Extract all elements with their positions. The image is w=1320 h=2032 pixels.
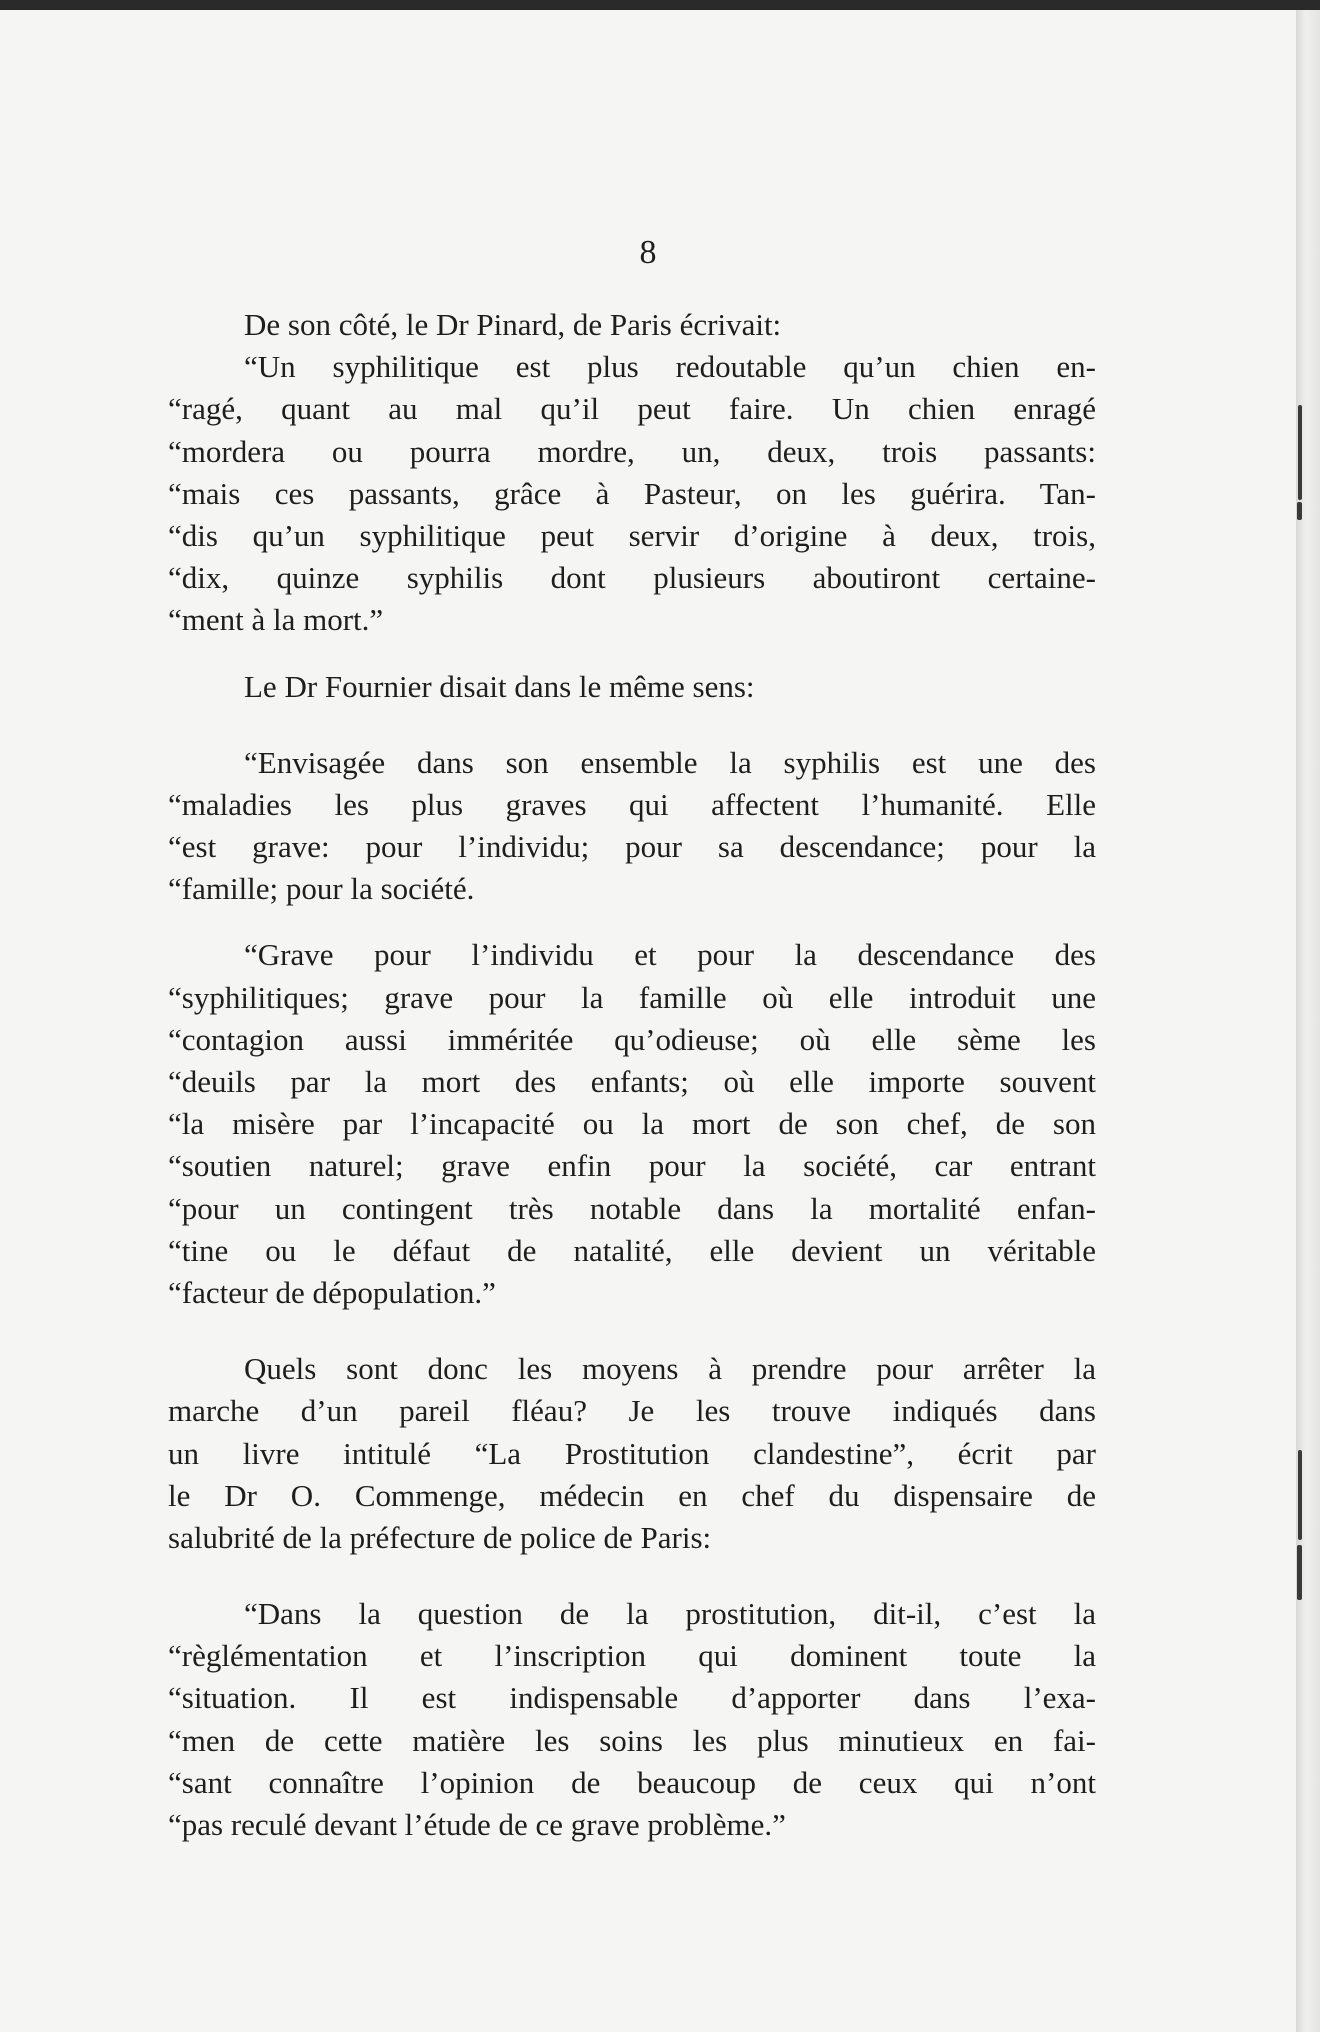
- paragraph: [168, 742, 1096, 911]
- page-number: 8: [639, 234, 657, 271]
- paragraph: [168, 304, 1096, 346]
- text-line: “ment à la mort.”: [168, 602, 384, 638]
- paragraph: [168, 346, 1096, 641]
- text-line: “famille; pour la société.: [168, 871, 475, 907]
- text-line: “est grave: pour l’individu; pour sa descendance; pour la: [168, 829, 1096, 865]
- edge-mark: [1297, 502, 1302, 520]
- text-line: “deuils par la mort des enfants; où elle importe souvent: [168, 1064, 1096, 1099]
- edge-mark: [1298, 405, 1302, 500]
- text-line: “Envisagée dans son ensemble la syphilis est une des: [244, 744, 1096, 780]
- paragraph: [168, 934, 1096, 1314]
- text-line: “tine ou le défaut de natalité, elle devient un véritable: [168, 1232, 1096, 1268]
- text-line: “facteur de dépopulation.”: [168, 1274, 496, 1310]
- text-line: “pas reculé devant l’étude de ce grave problème.”: [168, 1807, 786, 1842]
- text-line: “situation. Il est indispensable d’apporter dans l’exa-: [168, 1680, 1096, 1716]
- text-line: “dis qu’un syphilitique peut servir d’origine à deux, trois,: [168, 517, 1096, 553]
- page-body: [168, 304, 1096, 1846]
- page-edge: [1296, 10, 1320, 2032]
- text-line: “maladies les plus graves qui affectent l’humanité. Elle: [168, 786, 1096, 822]
- text-line: “dix, quinze syphilis dont plusieurs aboutiront certaine-: [168, 560, 1096, 596]
- text-line: “men de cette matière les soins les plus minutieux en fai-: [168, 1722, 1096, 1758]
- text-line: le Dr O. Commenge, médecin en chef du dispensaire de: [168, 1477, 1096, 1513]
- text-line: un livre intitulé “La Prostitution clandestine”, écrit par: [168, 1435, 1096, 1471]
- text-line: “Grave pour l’individu et pour la descendance des: [244, 937, 1096, 973]
- text-line: “mordera ou pourra mordre, un, deux, trois passants:: [168, 433, 1096, 469]
- text-line: “sant connaître l’opinion de beaucoup de ceux qui n’ont: [168, 1764, 1096, 1800]
- text-line: “syphilitiques; grave pour la famille où elle introduit une: [168, 979, 1096, 1015]
- text-line: “la misère par l’incapacité ou la mort de son chef, de son: [168, 1106, 1096, 1142]
- text-line: salubrité de la préfecture de police de Paris:: [168, 1519, 712, 1555]
- text-line: “contagion aussi imméritée qu’odieuse; où elle sème les: [168, 1021, 1096, 1057]
- text-line: Le Dr Fournier disait dans le même sens:: [244, 668, 755, 704]
- text-line: “mais ces passants, grâce à Pasteur, on les guérira. Tan-: [168, 475, 1096, 511]
- text-line: “ragé, quant au mal qu’il peut faire. Un chien enragé: [168, 391, 1096, 427]
- text-line: Quels sont donc les moyens à prendre pour arrêter la: [244, 1351, 1096, 1387]
- paragraph: [168, 1593, 1096, 1846]
- text-line: “Dans la question de la prostitution, dit-il, c’est la: [244, 1596, 1096, 1632]
- text-line: De son côté, le Dr Pinard, de Paris écrivait:: [244, 307, 782, 342]
- text-line: “pour un contingent très notable dans la mortalité enfan-: [168, 1190, 1096, 1226]
- edge-mark: [1298, 1450, 1302, 1540]
- edge-mark: [1297, 1545, 1302, 1600]
- paragraph: [168, 1348, 1096, 1559]
- text-line: “soutien naturel; grave enfin pour la société, car entrant: [168, 1148, 1096, 1184]
- text-line: “règlémentation et l’inscription qui dominent toute la: [168, 1638, 1096, 1674]
- book-page: [0, 10, 1296, 2032]
- text-line: “Un syphilitique est plus redoutable qu’un chien en-: [244, 349, 1096, 385]
- paragraph: [168, 666, 1096, 708]
- text-line: marche d’un pareil fléau? Je les trouve indiqués dans: [168, 1393, 1096, 1429]
